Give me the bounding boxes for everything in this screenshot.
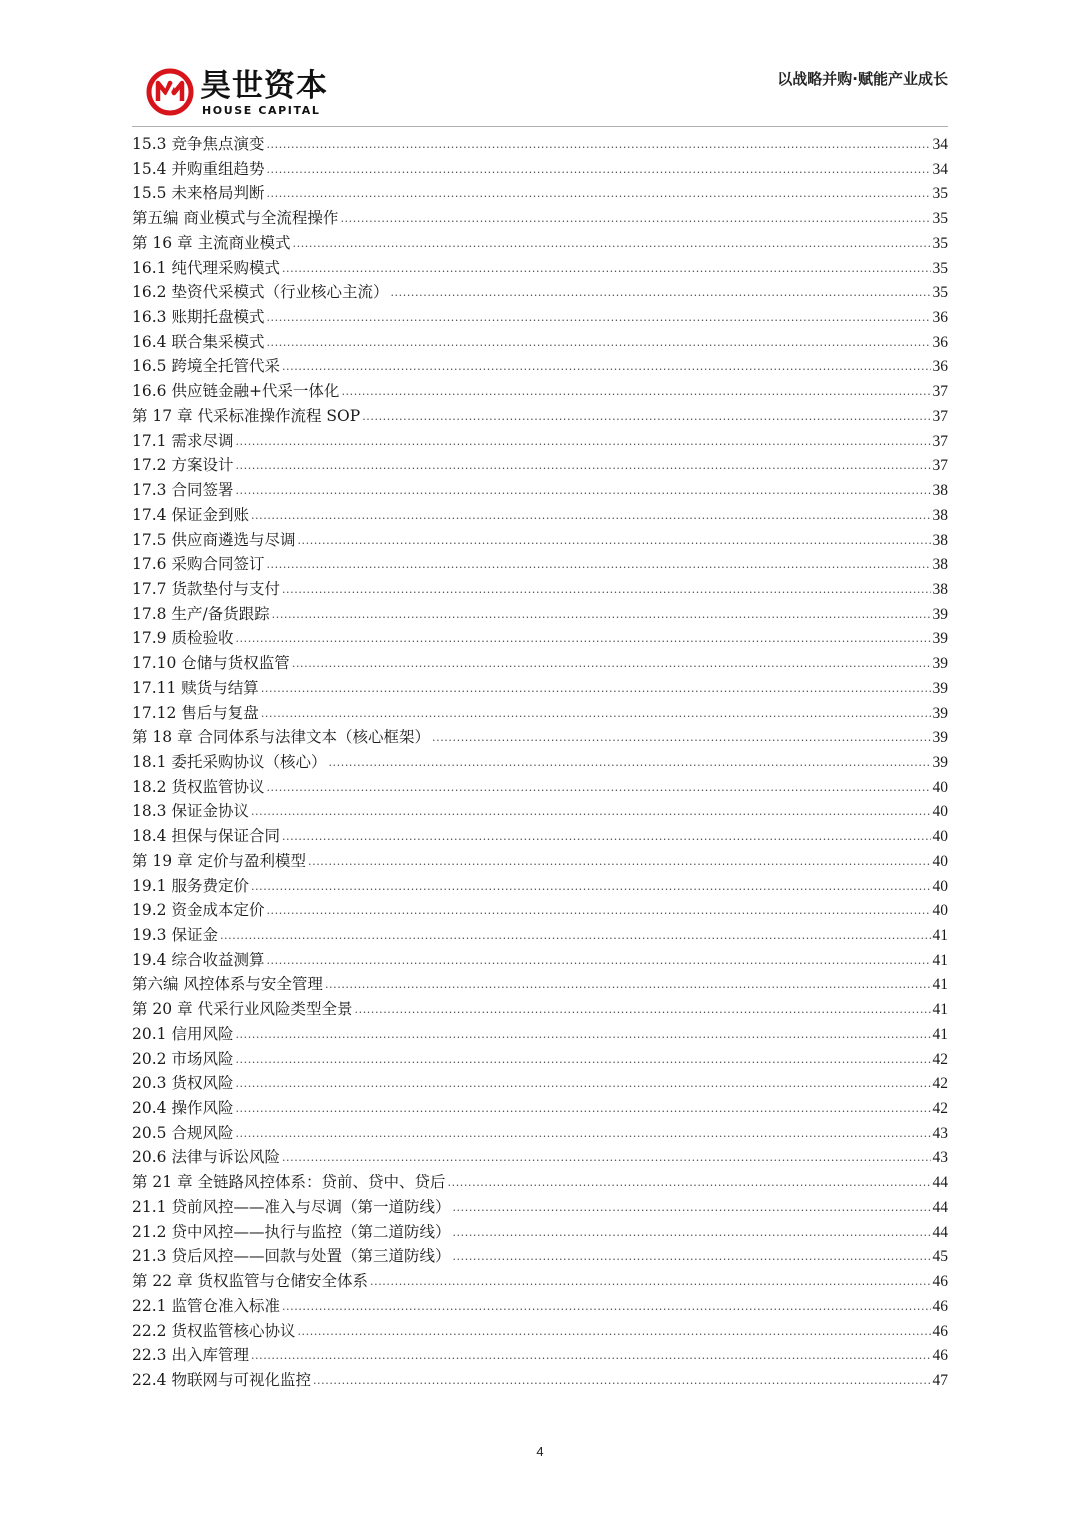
toc-entry-title: 20.3 货权风险 <box>132 1074 234 1093</box>
toc-entry-page: 46 <box>932 1273 948 1291</box>
toc-dot-leader <box>266 776 930 801</box>
toc-entry[interactable] <box>132 1022 948 1047</box>
toc-entry[interactable] <box>132 1319 948 1344</box>
toc-entry-page: 44 <box>932 1223 948 1241</box>
toc-entry[interactable] <box>132 404 948 429</box>
toc-entry-title: 17.1 需求尽调 <box>132 431 234 450</box>
toc-entry-page: 35 <box>932 284 948 302</box>
toc-entry[interactable] <box>132 849 948 874</box>
toc-entry[interactable] <box>132 280 948 305</box>
toc-entry-page: 45 <box>932 1248 948 1266</box>
toc-dot-leader <box>328 751 930 776</box>
toc-dot-leader <box>282 355 931 380</box>
toc-entry[interactable] <box>132 305 948 330</box>
toc-entry-title: 第 20 章 代采行业风险类型全景 <box>132 1000 353 1019</box>
toc-entry-title: 第六编 风控体系与安全管理 <box>132 975 323 994</box>
toc-entry-title: 21.3 贷后风控——回款与处置（第三道防线） <box>132 1247 451 1266</box>
toc-entry-title: 16.3 账期托盘模式 <box>132 308 265 327</box>
toc-entry[interactable] <box>132 898 948 923</box>
toc-entry-title: 17.12 售后与复盘 <box>132 703 259 722</box>
toc-entry-page: 38 <box>932 506 948 524</box>
toc-dot-leader <box>251 504 931 529</box>
toc-dot-leader <box>266 899 930 924</box>
toc-entry-page: 38 <box>932 580 948 598</box>
toc-entry-title: 16.4 联合集采模式 <box>132 332 265 351</box>
toc-dot-leader <box>251 875 931 900</box>
toc-entry-title: 22.4 物联网与可视化监控 <box>132 1370 311 1389</box>
toc-entry[interactable] <box>132 1145 948 1170</box>
toc-entry-title: 17.7 货款垫付与支付 <box>132 579 280 598</box>
toc-dot-leader <box>266 158 930 183</box>
toc-entry-page: 37 <box>932 407 948 425</box>
house-capital-logo-icon <box>146 68 194 116</box>
toc-entry-page: 37 <box>932 383 948 401</box>
toc-entry-page: 37 <box>932 457 948 475</box>
toc-entry[interactable] <box>132 1368 948 1393</box>
toc-dot-leader <box>266 331 930 356</box>
toc-entry[interactable] <box>132 676 948 701</box>
toc-entry[interactable] <box>132 181 948 206</box>
toc-entry-page: 35 <box>932 259 948 277</box>
toc-entry-title: 第 21 章 全链路风控体系：贷前、贷中、贷后 <box>132 1173 446 1192</box>
toc-entry-page: 36 <box>932 333 948 351</box>
toc-entry-page: 43 <box>932 1149 948 1167</box>
toc-entry-title: 第 19 章 定价与盈利模型 <box>132 851 307 870</box>
toc-entry[interactable] <box>132 1047 948 1072</box>
header-slogan: 以战略并购·赋能产业成长 <box>777 70 948 88</box>
toc-entry-title: 16.6 供应链金融+代采一体化 <box>132 382 340 401</box>
toc-dot-leader <box>293 232 931 257</box>
toc-dot-leader <box>282 257 931 282</box>
toc-entry[interactable] <box>132 1269 948 1294</box>
toc-entry-page: 41 <box>932 951 948 969</box>
toc-entry[interactable] <box>132 602 948 627</box>
toc-dot-leader <box>432 726 930 751</box>
toc-entry-page: 36 <box>932 309 948 327</box>
toc-entry-page: 39 <box>932 630 948 648</box>
toc-entry-page: 47 <box>932 1371 948 1389</box>
toc-entry-page: 36 <box>932 358 948 376</box>
toc-entry-page: 39 <box>932 679 948 697</box>
toc-entry-page: 40 <box>932 803 948 821</box>
toc-entry-page: 37 <box>932 432 948 450</box>
toc-entry-title: 19.4 综合收益测算 <box>132 950 265 969</box>
toc-entry-page: 44 <box>932 1174 948 1192</box>
toc-entry-title: 16.1 纯代理采购模式 <box>132 258 280 277</box>
toc-entry-page: 41 <box>932 1001 948 1019</box>
toc-entry-page: 44 <box>932 1198 948 1216</box>
toc-dot-leader <box>282 578 931 603</box>
toc-entry-page: 40 <box>932 852 948 870</box>
toc-entry-page: 38 <box>932 531 948 549</box>
toc-entry-page: 43 <box>932 1124 948 1142</box>
toc-entry-page: 39 <box>932 655 948 673</box>
toc-entry[interactable] <box>132 1170 948 1195</box>
logo-english-text: HOUSE CAPITAL <box>202 104 321 117</box>
toc-entry-page: 42 <box>932 1100 948 1118</box>
toc-entry[interactable] <box>132 701 948 726</box>
toc-dot-leader <box>282 1295 931 1320</box>
toc-entry-title: 16.5 跨境全托管代采 <box>132 357 280 376</box>
toc-dot-leader <box>452 1196 930 1221</box>
toc-entry-title: 第五编 商业模式与全流程操作 <box>132 209 339 228</box>
toc-entry-page: 38 <box>932 482 948 500</box>
toc-dot-leader <box>235 454 930 479</box>
toc-dot-leader <box>235 627 930 652</box>
toc-entry-title: 17.10 仓储与货权监管 <box>132 654 290 673</box>
toc-entry[interactable] <box>132 799 948 824</box>
toc-entry-title: 19.3 保证金 <box>132 926 218 944</box>
toc-dot-leader <box>452 1221 930 1246</box>
toc-entry[interactable] <box>132 1195 948 1220</box>
toc-entry-title: 17.9 质检验收 <box>132 629 234 648</box>
toc-entry[interactable] <box>132 948 948 973</box>
toc-entry-title: 22.1 监管仓准入标准 <box>132 1296 280 1315</box>
toc-entry-page: 40 <box>932 877 948 895</box>
toc-dot-leader <box>235 1023 930 1048</box>
toc-entry[interactable] <box>132 330 948 355</box>
logo-chinese-text: 昊世资本 <box>200 68 328 104</box>
toc-entry-title: 21.2 贷中风控——执行与监控（第二道防线） <box>132 1222 451 1241</box>
toc-entry-title: 17.3 合同签署 <box>132 481 234 500</box>
toc-dot-leader <box>390 281 930 306</box>
toc-entry[interactable] <box>132 626 948 651</box>
toc-entry-title: 22.3 出入库管理 <box>132 1346 249 1365</box>
toc-entry[interactable] <box>132 429 948 454</box>
toc-entry-page: 39 <box>932 753 948 771</box>
toc-dot-leader <box>235 1122 930 1147</box>
toc-dot-leader <box>266 306 930 331</box>
toc-dot-leader <box>282 825 931 850</box>
toc-entry-title: 18.2 货权监管协议 <box>132 777 265 796</box>
toc-dot-leader <box>341 380 930 405</box>
header-divider <box>132 126 948 127</box>
toc-entry[interactable] <box>132 552 948 577</box>
toc-entry-page: 41 <box>932 976 948 994</box>
toc-entry-title: 20.6 法律与诉讼风险 <box>132 1148 280 1167</box>
toc-dot-leader <box>220 924 931 949</box>
toc-dot-leader <box>266 182 930 207</box>
toc-entry-title: 第 18 章 合同体系与法律文本（核心框架） <box>132 728 431 747</box>
toc-entry-page: 41 <box>932 1025 948 1043</box>
toc-entry-page: 40 <box>932 902 948 920</box>
toc-entry[interactable] <box>132 453 948 478</box>
toc-entry[interactable] <box>132 503 948 528</box>
toc-entry[interactable] <box>132 1294 948 1319</box>
toc-entry-page: 46 <box>932 1347 948 1365</box>
toc-entry-title: 17.5 供应商遴选与尽调 <box>132 530 296 549</box>
toc-dot-leader <box>340 207 930 232</box>
toc-dot-leader <box>266 133 930 158</box>
toc-dot-leader <box>235 1097 930 1122</box>
toc-entry-title: 20.2 市场风险 <box>132 1049 234 1068</box>
toc-dot-leader <box>448 1171 931 1196</box>
toc-entry[interactable] <box>132 1244 948 1269</box>
toc-dot-leader <box>292 652 931 677</box>
toc-dot-leader <box>282 1146 931 1171</box>
toc-dot-leader <box>235 1072 930 1097</box>
toc-entry-title: 20.1 信用风险 <box>132 1024 234 1043</box>
toc-entry-page: 34 <box>932 136 948 153</box>
toc-entry-page: 35 <box>932 234 948 252</box>
toc-dot-leader <box>266 553 930 578</box>
toc-entry[interactable] <box>132 256 948 281</box>
toc-entry-title: 15.4 并购重组趋势 <box>132 159 265 178</box>
toc-entry-page: 39 <box>932 605 948 623</box>
toc-entry[interactable] <box>132 923 948 948</box>
toc-entry-title: 15.5 未来格局判断 <box>132 184 265 203</box>
toc-entry-title: 17.8 生产/备货跟踪 <box>132 604 270 623</box>
toc-entry[interactable] <box>132 1071 948 1096</box>
toc-dot-leader <box>272 603 931 628</box>
toc-entry-title: 17.4 保证金到账 <box>132 505 249 524</box>
toc-entry[interactable] <box>132 231 948 256</box>
toc-entry-page: 41 <box>932 927 948 944</box>
toc-entry-title: 第 17 章 代采标准操作流程 SOP <box>132 406 361 425</box>
toc-entry[interactable] <box>132 972 948 997</box>
toc-entry[interactable] <box>132 577 948 602</box>
toc-dot-leader <box>266 949 930 974</box>
toc-entry-page: 35 <box>932 185 948 203</box>
toc-entry-page: 39 <box>932 704 948 722</box>
toc-entry[interactable] <box>132 651 948 676</box>
toc-dot-leader <box>251 1344 931 1369</box>
toc-entry-title: 22.2 货权监管核心协议 <box>132 1321 296 1340</box>
toc-entry[interactable] <box>132 1220 948 1245</box>
toc-dot-leader <box>261 677 931 702</box>
toc-entry-page: 40 <box>932 828 948 846</box>
toc-dot-leader <box>235 430 930 455</box>
toc-entry[interactable] <box>132 824 948 849</box>
toc-dot-leader <box>251 800 931 825</box>
toc-entry-title: 第 16 章 主流商业模式 <box>132 233 291 252</box>
toc-entry-page: 38 <box>932 556 948 574</box>
toc-entry[interactable] <box>132 997 948 1022</box>
toc-entry-title: 20.4 操作风险 <box>132 1099 234 1118</box>
toc-entry-page: 46 <box>932 1297 948 1315</box>
toc-entry-title: 17.2 方案设计 <box>132 456 234 475</box>
toc-entry[interactable] <box>132 775 948 800</box>
toc-entry[interactable] <box>132 750 948 775</box>
toc-entry-title: 第 22 章 货权监管与仓储安全体系 <box>132 1272 369 1291</box>
toc-entry-title: 16.2 垫资代采模式（行业核心主流） <box>132 283 389 302</box>
toc-entry-page: 42 <box>932 1075 948 1093</box>
toc-dot-leader <box>261 702 931 727</box>
page-header <box>0 0 1080 130</box>
toc-entry-page: 34 <box>932 160 948 178</box>
toc-dot-leader <box>362 405 930 430</box>
toc-dot-leader <box>452 1245 930 1270</box>
toc-entry-title: 18.3 保证金协议 <box>132 802 249 821</box>
toc-dot-leader <box>235 479 930 504</box>
toc-entry[interactable] <box>132 354 948 379</box>
toc-entry-title: 18.4 担保与保证合同 <box>132 827 280 846</box>
toc-entry-page: 39 <box>932 729 948 747</box>
table-of-contents <box>132 132 948 1393</box>
toc-entry[interactable] <box>132 528 948 553</box>
toc-entry-title: 17.11 赎货与结算 <box>132 678 259 697</box>
toc-entry[interactable] <box>132 1096 948 1121</box>
page-number: 4 <box>536 1444 544 1459</box>
toc-entry[interactable] <box>132 157 948 182</box>
toc-dot-leader <box>297 1320 930 1345</box>
toc-entry[interactable] <box>132 206 948 231</box>
toc-dot-leader <box>370 1270 930 1295</box>
toc-entry-title: 15.3 竞争焦点演变 <box>132 135 265 153</box>
toc-entry[interactable] <box>132 874 948 899</box>
toc-entry-page: 42 <box>932 1050 948 1068</box>
toc-dot-leader <box>308 850 930 875</box>
toc-entry[interactable] <box>132 478 948 503</box>
toc-entry[interactable] <box>132 1343 948 1368</box>
toc-dot-leader <box>235 1048 930 1073</box>
toc-entry[interactable] <box>132 132 948 157</box>
toc-entry-title: 19.2 资金成本定价 <box>132 901 265 920</box>
toc-entry-title: 18.1 委托采购协议（核心） <box>132 752 327 771</box>
toc-entry-page: 35 <box>932 210 948 228</box>
toc-entry-title: 17.6 采购合同签订 <box>132 555 265 574</box>
toc-dot-leader <box>325 973 931 998</box>
toc-entry-page: 40 <box>932 778 948 796</box>
toc-dot-leader <box>313 1369 931 1394</box>
toc-entry-title: 19.1 服务费定价 <box>132 876 249 895</box>
toc-entry-page: 46 <box>932 1322 948 1340</box>
toc-dot-leader <box>297 529 930 554</box>
toc-entry[interactable] <box>132 379 948 404</box>
toc-entry[interactable] <box>132 1121 948 1146</box>
toc-entry-title: 21.1 贷前风控——准入与尽调（第一道防线） <box>132 1197 451 1216</box>
toc-dot-leader <box>355 998 931 1023</box>
toc-entry[interactable] <box>132 725 948 750</box>
toc-entry-title: 20.5 合规风险 <box>132 1123 234 1142</box>
